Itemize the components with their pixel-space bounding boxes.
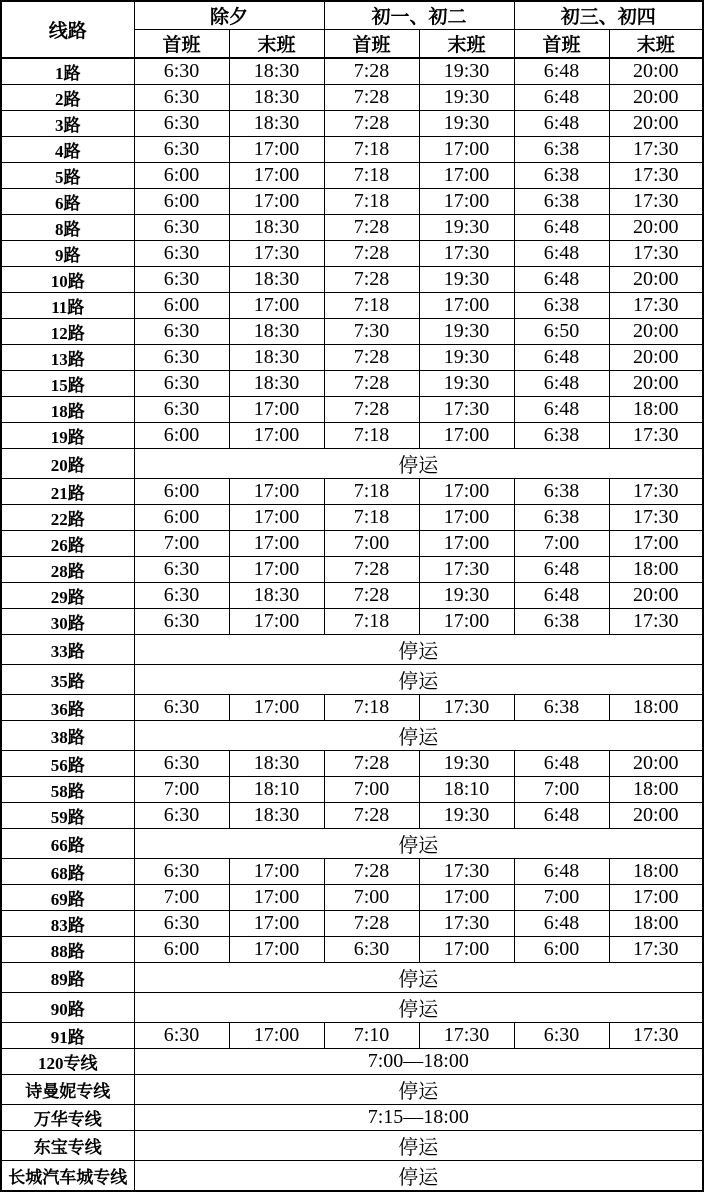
time-cell: 17:30: [419, 695, 514, 721]
merged-cell: 停运: [134, 993, 703, 1023]
time-cell: 19:30: [419, 583, 514, 609]
table-row: [1, 721, 703, 751]
time-cell: 17:00: [229, 1023, 324, 1049]
route-cell: 89路: [1, 963, 134, 993]
time-cell: 7:18: [324, 479, 419, 505]
time-cell: 17:00: [229, 423, 324, 449]
route-cell: 59路: [1, 803, 134, 829]
time-cell: 18:30: [229, 345, 324, 371]
merged-cell: 7:00—18:00: [134, 1049, 703, 1075]
subheader-first-bus: 首班: [514, 30, 609, 59]
table-row: [1, 937, 703, 963]
time-cell: 20:00: [609, 345, 703, 371]
time-cell: 17:30: [609, 505, 703, 531]
time-cell: 17:00: [419, 163, 514, 189]
time-cell: 6:30: [134, 267, 229, 293]
time-cell: 19:30: [419, 85, 514, 111]
time-cell: 7:18: [324, 189, 419, 215]
route-cell: 诗曼妮专线: [1, 1075, 134, 1105]
table-row: [1, 58, 703, 85]
time-cell: 6:30: [134, 583, 229, 609]
route-cell: 28路: [1, 557, 134, 583]
header-chuxi: 除夕: [134, 1, 324, 30]
time-cell: 7:28: [324, 371, 419, 397]
time-cell: 20:00: [609, 111, 703, 137]
time-cell: 18:30: [229, 583, 324, 609]
time-cell: 20:00: [609, 215, 703, 241]
route-cell: 12路: [1, 319, 134, 345]
time-cell: 7:00: [324, 531, 419, 557]
route-cell: 2路: [1, 85, 134, 111]
time-cell: 17:30: [609, 241, 703, 267]
time-cell: 6:00: [134, 189, 229, 215]
time-cell: 17:30: [609, 137, 703, 163]
time-cell: 6:48: [514, 111, 609, 137]
time-cell: 7:28: [324, 583, 419, 609]
table-row: [1, 267, 703, 293]
route-cell: 120专线: [1, 1049, 134, 1075]
route-cell: 20路: [1, 449, 134, 479]
subheader-last-bus: 末班: [419, 30, 514, 59]
route-cell: 4路: [1, 137, 134, 163]
route-cell: 21路: [1, 479, 134, 505]
time-cell: 17:30: [419, 1023, 514, 1049]
time-cell: 7:28: [324, 803, 419, 829]
time-cell: 17:30: [229, 241, 324, 267]
time-cell: 17:30: [609, 293, 703, 319]
time-cell: 17:00: [229, 937, 324, 963]
time-cell: 20:00: [609, 267, 703, 293]
merged-cell: 7:15—18:00: [134, 1105, 703, 1131]
merged-cell: 停运: [134, 635, 703, 665]
time-cell: 17:30: [609, 937, 703, 963]
subheader-last-bus: 末班: [609, 30, 703, 59]
route-cell: 29路: [1, 583, 134, 609]
time-cell: 6:00: [134, 163, 229, 189]
route-cell: 5路: [1, 163, 134, 189]
time-cell: 6:30: [134, 85, 229, 111]
subheader-last-bus: 末班: [229, 30, 324, 59]
time-cell: 6:48: [514, 241, 609, 267]
route-cell: 26路: [1, 531, 134, 557]
time-cell: 7:10: [324, 1023, 419, 1049]
time-cell: 6:48: [514, 397, 609, 423]
time-cell: 17:30: [609, 163, 703, 189]
time-cell: 7:28: [324, 911, 419, 937]
table-row: [1, 777, 703, 803]
header-group-row: [1, 1, 703, 30]
time-cell: 17:00: [229, 189, 324, 215]
time-cell: 17:00: [229, 557, 324, 583]
time-cell: 6:48: [514, 557, 609, 583]
route-cell: 35路: [1, 665, 134, 695]
route-cell: 91路: [1, 1023, 134, 1049]
time-cell: 6:30: [134, 215, 229, 241]
time-cell: 6:48: [514, 85, 609, 111]
time-cell: 17:00: [419, 189, 514, 215]
time-cell: 6:30: [134, 111, 229, 137]
route-cell: 33路: [1, 635, 134, 665]
table-row: [1, 319, 703, 345]
time-cell: 19:30: [419, 751, 514, 777]
time-cell: 7:00: [514, 777, 609, 803]
time-cell: 17:00: [419, 423, 514, 449]
time-cell: 17:00: [419, 505, 514, 531]
table-row: [1, 423, 703, 449]
time-cell: 6:30: [134, 751, 229, 777]
time-cell: 20:00: [609, 803, 703, 829]
route-cell: 69路: [1, 885, 134, 911]
time-cell: 7:00: [134, 885, 229, 911]
table-row: [1, 479, 703, 505]
table-row: [1, 829, 703, 859]
route-cell: 6路: [1, 189, 134, 215]
time-cell: 7:28: [324, 557, 419, 583]
time-cell: 6:48: [514, 267, 609, 293]
time-cell: 20:00: [609, 751, 703, 777]
merged-cell: 停运: [134, 449, 703, 479]
time-cell: 7:00: [514, 885, 609, 911]
time-cell: 17:00: [609, 885, 703, 911]
time-cell: 7:28: [324, 241, 419, 267]
time-cell: 6:00: [514, 937, 609, 963]
header-route-column: 线路: [1, 1, 134, 58]
route-cell: 38路: [1, 721, 134, 751]
time-cell: 6:30: [134, 695, 229, 721]
time-cell: 7:28: [324, 111, 419, 137]
header-chusan-chusi: 初三、初四: [514, 1, 703, 30]
table-row: [1, 1023, 703, 1049]
time-cell: 17:00: [229, 885, 324, 911]
table-row: [1, 609, 703, 635]
time-cell: 17:00: [419, 293, 514, 319]
time-cell: 17:30: [609, 479, 703, 505]
time-cell: 6:30: [514, 1023, 609, 1049]
table-row: [1, 505, 703, 531]
time-cell: 6:00: [134, 479, 229, 505]
route-cell: 56路: [1, 751, 134, 777]
time-cell: 7:18: [324, 505, 419, 531]
table-row: [1, 293, 703, 319]
table-row: [1, 751, 703, 777]
table-row: [1, 583, 703, 609]
time-cell: 6:30: [324, 937, 419, 963]
time-cell: 17:00: [229, 479, 324, 505]
time-cell: 6:48: [514, 345, 609, 371]
table-row: [1, 803, 703, 829]
time-cell: 18:30: [229, 319, 324, 345]
time-cell: 6:30: [134, 557, 229, 583]
time-cell: 7:28: [324, 751, 419, 777]
time-cell: 7:00: [134, 777, 229, 803]
time-cell: 17:00: [419, 137, 514, 163]
time-cell: 17:00: [229, 397, 324, 423]
table-row: [1, 449, 703, 479]
route-cell: 83路: [1, 911, 134, 937]
time-cell: 18:00: [609, 911, 703, 937]
time-cell: 7:28: [324, 397, 419, 423]
time-cell: 7:18: [324, 695, 419, 721]
table-row: [1, 885, 703, 911]
time-cell: 6:38: [514, 163, 609, 189]
route-cell: 10路: [1, 267, 134, 293]
table-row: [1, 859, 703, 885]
time-cell: 18:30: [229, 215, 324, 241]
time-cell: 17:30: [609, 609, 703, 635]
time-cell: 6:48: [514, 859, 609, 885]
route-cell: 3路: [1, 111, 134, 137]
table-row: [1, 111, 703, 137]
time-cell: 18:30: [229, 85, 324, 111]
time-cell: 6:30: [134, 803, 229, 829]
route-cell: 22路: [1, 505, 134, 531]
time-cell: 6:30: [134, 609, 229, 635]
time-cell: 6:30: [134, 1023, 229, 1049]
table-row: [1, 1075, 703, 1105]
time-cell: 6:00: [134, 293, 229, 319]
time-cell: 18:30: [229, 111, 324, 137]
time-cell: 19:30: [419, 345, 514, 371]
time-cell: 18:30: [229, 371, 324, 397]
time-cell: 17:00: [419, 937, 514, 963]
table-row: [1, 635, 703, 665]
table-row: [1, 1161, 703, 1192]
table-row: [1, 557, 703, 583]
time-cell: 17:00: [229, 695, 324, 721]
time-cell: 17:30: [419, 397, 514, 423]
time-cell: 7:30: [324, 319, 419, 345]
time-cell: 6:00: [134, 505, 229, 531]
time-cell: 17:00: [229, 859, 324, 885]
time-cell: 6:38: [514, 189, 609, 215]
time-cell: 18:00: [609, 557, 703, 583]
time-cell: 7:28: [324, 267, 419, 293]
time-cell: 17:00: [229, 137, 324, 163]
time-cell: 6:30: [134, 58, 229, 85]
time-cell: 19:30: [419, 267, 514, 293]
time-cell: 6:50: [514, 319, 609, 345]
time-cell: 7:00: [324, 777, 419, 803]
time-cell: 17:00: [229, 505, 324, 531]
time-cell: 6:30: [134, 319, 229, 345]
time-cell: 6:30: [134, 241, 229, 267]
time-cell: 19:30: [419, 215, 514, 241]
time-cell: 6:38: [514, 137, 609, 163]
merged-cell: 停运: [134, 1075, 703, 1105]
time-cell: 17:00: [229, 609, 324, 635]
table-row: [1, 241, 703, 267]
time-cell: 6:30: [134, 345, 229, 371]
time-cell: 17:00: [229, 163, 324, 189]
time-cell: 18:00: [609, 397, 703, 423]
time-cell: 20:00: [609, 58, 703, 85]
merged-cell: 停运: [134, 963, 703, 993]
route-cell: 8路: [1, 215, 134, 241]
route-cell: 36路: [1, 695, 134, 721]
time-cell: 6:30: [134, 371, 229, 397]
time-cell: 7:28: [324, 215, 419, 241]
time-cell: 6:30: [134, 911, 229, 937]
subheader-first-bus: 首班: [134, 30, 229, 59]
time-cell: 6:48: [514, 58, 609, 85]
route-cell: 90路: [1, 993, 134, 1023]
time-cell: 17:00: [419, 885, 514, 911]
time-cell: 18:30: [229, 267, 324, 293]
merged-cell: 停运: [134, 829, 703, 859]
time-cell: 17:30: [419, 911, 514, 937]
route-cell: 18路: [1, 397, 134, 423]
time-cell: 6:00: [134, 937, 229, 963]
table-row: [1, 215, 703, 241]
table-row: [1, 137, 703, 163]
header-chuyi-chuer: 初一、初二: [324, 1, 514, 30]
time-cell: 17:00: [609, 531, 703, 557]
time-cell: 7:28: [324, 345, 419, 371]
time-cell: 17:00: [229, 531, 324, 557]
table-row: [1, 397, 703, 423]
time-cell: 6:38: [514, 423, 609, 449]
route-cell: 长城汽车城专线: [1, 1161, 134, 1192]
table-row: [1, 163, 703, 189]
time-cell: 7:00: [134, 531, 229, 557]
time-cell: 19:30: [419, 319, 514, 345]
route-cell: 东宝专线: [1, 1131, 134, 1161]
time-cell: 19:30: [419, 111, 514, 137]
time-cell: 17:00: [419, 609, 514, 635]
time-cell: 6:00: [134, 423, 229, 449]
time-cell: 6:48: [514, 371, 609, 397]
time-cell: 7:28: [324, 859, 419, 885]
time-cell: 6:48: [514, 751, 609, 777]
table-row: [1, 993, 703, 1023]
table-row: [1, 1105, 703, 1131]
time-cell: 7:28: [324, 58, 419, 85]
time-cell: 6:48: [514, 583, 609, 609]
time-cell: 19:30: [419, 58, 514, 85]
time-cell: 7:18: [324, 293, 419, 319]
time-cell: 7:18: [324, 163, 419, 189]
time-cell: 6:30: [134, 137, 229, 163]
time-cell: 17:00: [229, 911, 324, 937]
time-cell: 18:10: [229, 777, 324, 803]
time-cell: 20:00: [609, 85, 703, 111]
table-row: [1, 345, 703, 371]
time-cell: 18:30: [229, 751, 324, 777]
time-cell: 18:00: [609, 777, 703, 803]
time-cell: 18:10: [419, 777, 514, 803]
time-cell: 17:30: [609, 1023, 703, 1049]
time-cell: 6:30: [134, 397, 229, 423]
table-row: [1, 911, 703, 937]
table-row: [1, 1049, 703, 1075]
time-cell: 6:48: [514, 911, 609, 937]
time-cell: 6:48: [514, 803, 609, 829]
time-cell: 20:00: [609, 319, 703, 345]
route-cell: 66路: [1, 829, 134, 859]
route-cell: 9路: [1, 241, 134, 267]
table-row: [1, 665, 703, 695]
time-cell: 19:30: [419, 371, 514, 397]
time-cell: 20:00: [609, 583, 703, 609]
time-cell: 17:30: [419, 557, 514, 583]
route-cell: 19路: [1, 423, 134, 449]
subheader-first-bus: 首班: [324, 30, 419, 59]
route-cell: 万华专线: [1, 1105, 134, 1131]
route-cell: 58路: [1, 777, 134, 803]
time-cell: 18:00: [609, 859, 703, 885]
time-cell: 17:00: [419, 531, 514, 557]
time-cell: 18:30: [229, 803, 324, 829]
merged-cell: 停运: [134, 1161, 703, 1192]
route-cell: 68路: [1, 859, 134, 885]
time-cell: 17:30: [419, 859, 514, 885]
merged-cell: 停运: [134, 665, 703, 695]
route-cell: 15路: [1, 371, 134, 397]
table-row: [1, 85, 703, 111]
route-cell: 13路: [1, 345, 134, 371]
time-cell: 17:30: [609, 423, 703, 449]
time-cell: 19:30: [419, 803, 514, 829]
time-cell: 17:00: [419, 479, 514, 505]
time-cell: 17:00: [229, 293, 324, 319]
table-row: [1, 371, 703, 397]
time-cell: 20:00: [609, 371, 703, 397]
table-row: [1, 963, 703, 993]
time-cell: 6:38: [514, 293, 609, 319]
time-cell: 7:18: [324, 423, 419, 449]
time-cell: 7:18: [324, 609, 419, 635]
time-cell: 18:30: [229, 58, 324, 85]
table-row: [1, 695, 703, 721]
time-cell: 7:00: [514, 531, 609, 557]
time-cell: 18:00: [609, 695, 703, 721]
table-row: [1, 531, 703, 557]
time-cell: 7:18: [324, 137, 419, 163]
time-cell: 6:30: [134, 859, 229, 885]
merged-cell: 停运: [134, 1131, 703, 1161]
merged-cell: 停运: [134, 721, 703, 751]
table-body: [1, 58, 703, 1191]
route-cell: 30路: [1, 609, 134, 635]
route-cell: 1路: [1, 58, 134, 85]
time-cell: 6:38: [514, 609, 609, 635]
time-cell: 17:30: [609, 189, 703, 215]
time-cell: 6:38: [514, 505, 609, 531]
time-cell: 6:38: [514, 695, 609, 721]
time-cell: 6:48: [514, 215, 609, 241]
route-cell: 11路: [1, 293, 134, 319]
table-row: [1, 189, 703, 215]
route-cell: 88路: [1, 937, 134, 963]
time-cell: 6:38: [514, 479, 609, 505]
time-cell: 7:28: [324, 85, 419, 111]
time-cell: 7:00: [324, 885, 419, 911]
table-row: [1, 1131, 703, 1161]
time-cell: 17:30: [419, 241, 514, 267]
